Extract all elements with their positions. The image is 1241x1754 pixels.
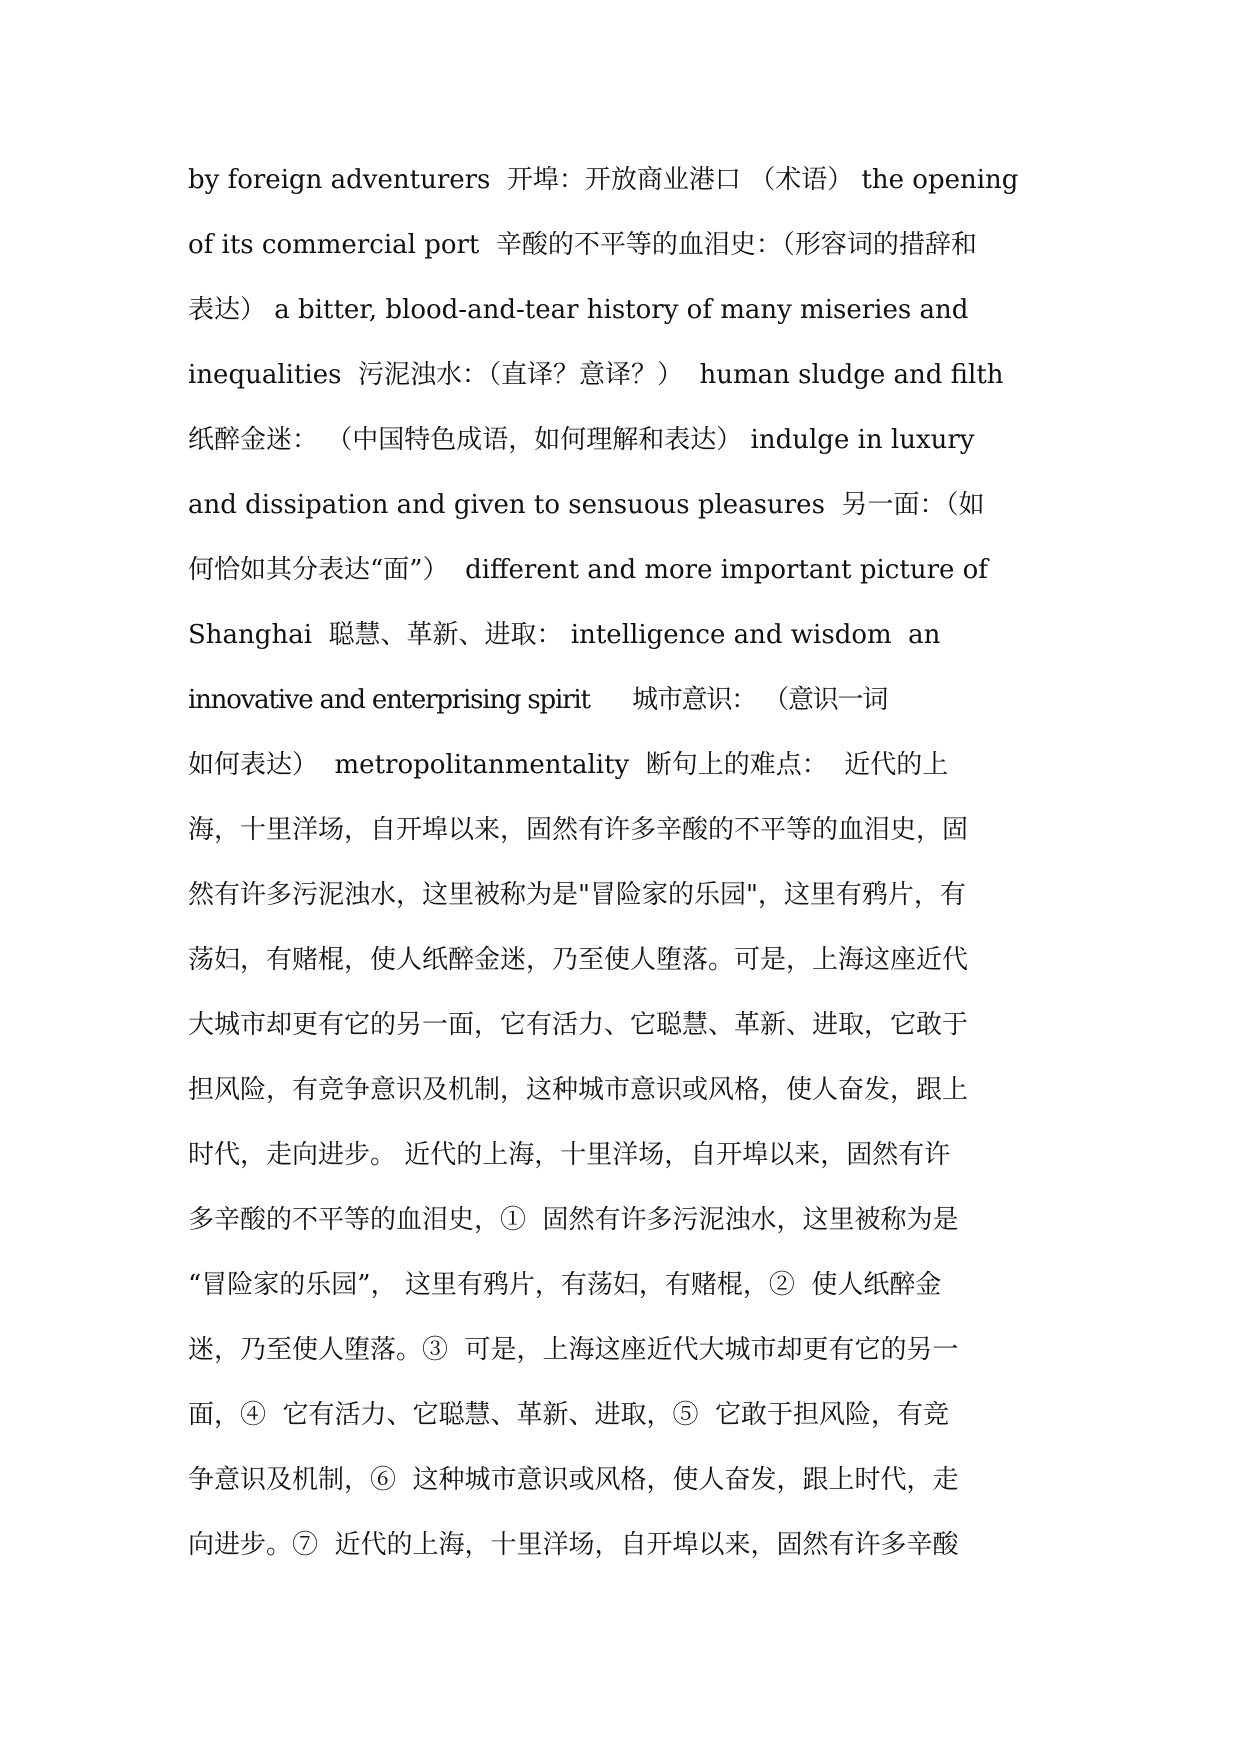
text-line: by foreign adventurers 开埠：开放商业港口 （术语） the opening [188, 165, 1019, 195]
text-line: 面，④ 它有活力、它聪慧、革新、进取，⑤ 它敢于担风险，有竞 [188, 1400, 950, 1430]
text-line: Shanghai 聪慧、革新、进取： intelligence and wisdom an [188, 620, 941, 650]
text-line: innovative and enterprising spirit 城市意识： （意识一词 [188, 685, 888, 715]
text-line: 然有许多污泥浊水，这里被称为是"冒险家的乐园"，这里有鸦片，有 [188, 880, 966, 910]
text-line: 表达） a bitter, blood-and-tear history of many miseries and [188, 295, 969, 325]
text-line: 如何表达） metropolitanmentality 断句上的难点： 近代的上 [188, 750, 949, 780]
text-line: 担风险，有竞争意识及机制，这种城市意识或风格，使人奋发，跟上 [188, 1075, 969, 1105]
text-line: 大城市却更有它的另一面，它有活力、它聪慧、革新、进取，它敢于 [188, 1010, 969, 1040]
text-line: 时代，走向进步。 近代的上海，十里洋场，自开埠以来，固然有许 [188, 1140, 951, 1170]
text-line: 争意识及机制，⑥ 这种城市意识或风格，使人奋发，跟上时代，走 [188, 1465, 959, 1495]
text-line: 多辛酸的不平等的血泪史，① 固然有许多污泥浊水，这里被称为是 [188, 1205, 959, 1235]
text-line: 纸醉金迷： （中国特色成语，如何理解和表达） indulge in luxury [188, 425, 975, 455]
text-line: 海，十里洋场，自开埠以来，固然有许多辛酸的不平等的血泪史，固 [188, 815, 969, 845]
text-line: 向进步。⑦ 近代的上海，十里洋场，自开埠以来，固然有许多辛酸 [188, 1530, 959, 1560]
text-line: “冒险家的乐园”， 这里有鸦片，有荡妇，有赌棍，② 使人纸醉金 [188, 1270, 942, 1300]
body-text [188, 160, 1108, 1590]
text-line: 迷，乃至使人堕落。③ 可是，上海这座近代大城市却更有它的另一 [188, 1335, 959, 1365]
text-line: of its commercial port 辛酸的不平等的血泪史：（形容词的措辞和 [188, 230, 977, 260]
text-line: inequalities 污泥浊水：（直译？意译？） human sludge and filth [188, 360, 1004, 390]
text-line: 荡妇，有赌棍，使人纸醉金迷，乃至使人堕落。可是，上海这座近代 [188, 945, 969, 975]
text-line: and dissipation and given to sensuous pleasures 另一面：（如 [188, 490, 985, 520]
text-line: 何恰如其分表达“面”） different and more important picture of [188, 555, 988, 585]
